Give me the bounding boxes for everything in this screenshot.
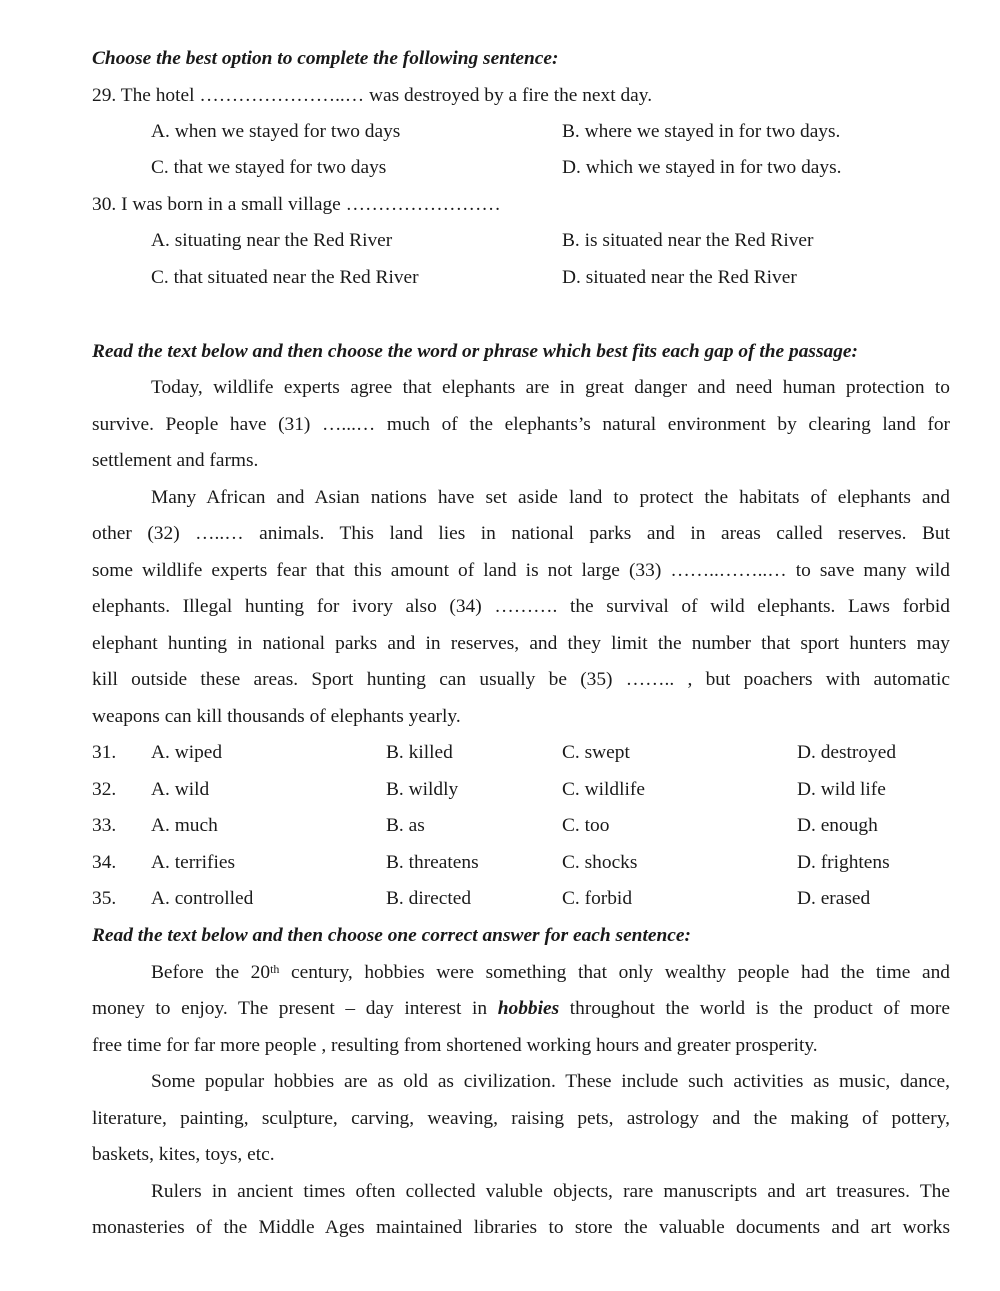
passage4-line: literature, painting, sculpture, carving, weaving, raising pets, astrology and the making of pottery,	[92, 1108, 950, 1129]
question-option-b: B. wildly	[386, 779, 459, 800]
question-option-c: C. swept	[562, 742, 630, 763]
question-option-c: C. shocks	[562, 852, 638, 873]
emphasized-word: hobbies	[497, 998, 560, 1019]
section3-heading: Read the text below and then choose one correct answer for each sentence:	[92, 925, 691, 946]
question-option-c: C. forbid	[562, 888, 633, 909]
question-option-b: B. threatens	[386, 852, 479, 873]
passage5-line: monasteries of the Middle Ages maintained libraries to store the valuable documents and art works	[92, 1217, 950, 1238]
question-option-c: C. wildlife	[562, 779, 645, 800]
question-number: 34.	[92, 852, 117, 873]
question-option-a: A. controlled	[151, 888, 254, 909]
passage2-line: elephants. Illegal hunting for ivory also (34) ………. the survival of wild elephants. Laws forbid	[92, 596, 950, 617]
q30-option-a: A. situating near the Red River	[151, 230, 393, 251]
passage2-line: Many African and Asian nations have set aside land to protect the habitats of elephants and	[151, 487, 950, 508]
q30-stem: 30. I was born in a small village ……………………	[92, 194, 501, 215]
question-option-d: D. destroyed	[797, 742, 897, 763]
passage2-line: kill outside these areas. Sport hunting can usually be (35) …….. , but poachers with automatic	[92, 669, 950, 690]
question-option-a: A. terrifies	[151, 852, 235, 873]
passage2-line: some wildlife experts fear that this amount of land is not large (33) ……..……..… to save many wild	[92, 560, 950, 581]
section1-heading: Choose the best option to complete the following sentence:	[92, 48, 559, 69]
q30-option-c: C. that situated near the Red River	[151, 267, 419, 288]
q30-option-b: B. is situated near the Red River	[562, 230, 814, 251]
q29-option-c: C. that we stayed for two days	[151, 157, 387, 178]
passage2-line: other (32) …..… animals. This land lies in national parks and in areas called reserves. But	[92, 523, 950, 544]
passage2-line: elephant hunting in national parks and in reserves, and they limit the number that sport hunters may	[92, 633, 950, 654]
passage1-line: settlement and farms.	[92, 450, 259, 471]
passage4-line: Some popular hobbies are as old as civilization. These include such activities as music, dance,	[151, 1071, 950, 1092]
question-option-c: C. too	[562, 815, 610, 836]
passage3-line: free time for far more people , resulting from shortened working hours and greater prosperity.	[92, 1035, 818, 1056]
question-option-a: A. much	[151, 815, 218, 836]
question-option-d: D. frightens	[797, 852, 890, 873]
passage1-line: Today, wildlife experts agree that elephants are in great danger and need human protection to	[151, 377, 950, 398]
passage3-line: money to enjoy. The present – day interest in hobbies throughout the world is the product of more	[92, 998, 950, 1019]
passage3-line: Before the 20th century, hobbies were something that only wealthy people had the time and	[151, 962, 950, 983]
question-option-d: D. erased	[797, 888, 871, 909]
question-option-a: A. wild	[151, 779, 210, 800]
passage4-line: baskets, kites, toys, etc.	[92, 1144, 275, 1165]
passage2-line: weapons can kill thousands of elephants yearly.	[92, 706, 461, 727]
question-option-d: D. enough	[797, 815, 878, 836]
passage1-line: survive. People have (31) …...… much of the elephants’s natural environment by clearing land for	[92, 414, 950, 435]
question-option-b: B. directed	[386, 888, 472, 909]
question-option-a: A. wiped	[151, 742, 223, 763]
q29-option-b: B. where we stayed in for two days.	[562, 121, 841, 142]
question-number: 35.	[92, 888, 117, 909]
passage5-line: Rulers in ancient times often collected valuble objects, rare manuscripts and art treasures. The	[151, 1181, 950, 1202]
question-option-b: B. as	[386, 815, 425, 836]
question-number: 31.	[92, 742, 117, 763]
question-option-d: D. wild life	[797, 779, 886, 800]
q29-option-d: D. which we stayed in for two days.	[562, 157, 842, 178]
q29-option-a: A. when we stayed for two days	[151, 121, 401, 142]
q29-stem: 29. The hotel …………………..… was destroyed by a fire the next day.	[92, 85, 653, 106]
question-number: 32.	[92, 779, 117, 800]
section2-heading: Read the text below and then choose the word or phrase which best fits each gap of the passage:	[92, 341, 858, 362]
question-option-b: B. killed	[386, 742, 453, 763]
question-number: 33.	[92, 815, 117, 836]
q30-option-d: D. situated near the Red River	[562, 267, 797, 288]
